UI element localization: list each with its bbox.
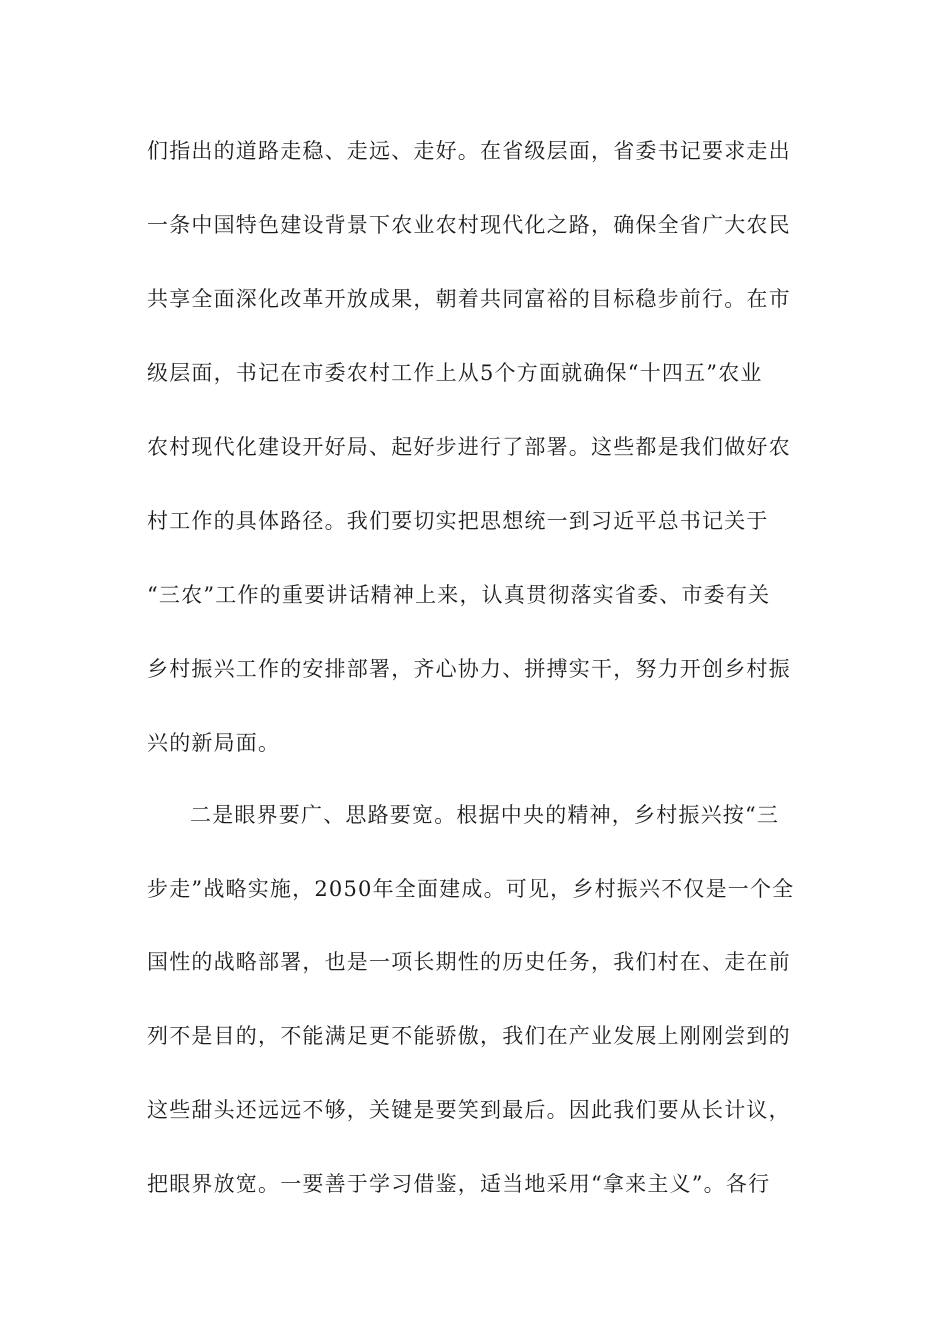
text-line: 把眼界放宽。一要善于学习借鉴，适当地采用“拿来主义”。各行	[147, 1172, 771, 1196]
text-line: 乡村振兴工作的安排部署，齐心协力、拼搏实干，努力开创乡村振	[147, 657, 791, 681]
text-line: 国性的战略部署，也是一项长期性的历史任务，我们村在、走在前	[147, 950, 791, 974]
text-line: 一条中国特色建设背景下农业农村现代化之路，确保全省广大农民	[147, 213, 791, 237]
text-line: 们指出的道路走稳、走远、走好。在省级层面，省委书记要求走出	[147, 139, 791, 163]
text-line: 这些甜头还远远不够，关键是要笑到最后。因此我们要从长计议，	[147, 1098, 791, 1122]
text-line: “三农”工作的重要讲话精神上来，认真贯彻落实省委、市委有关	[147, 583, 771, 607]
text-line: 村工作的具体路径。我们要切实把思想统一到习近平总书记关于	[147, 509, 769, 533]
text-line: 农村现代化建设开好局、起好步进行了部署。这些都是我们做好农	[147, 435, 791, 459]
text-line: 兴的新局面。	[147, 731, 281, 755]
paragraph-start-line: 二是眼界要广、思路要宽。根据中央的精神，乡村振兴按“三	[190, 803, 780, 827]
text-line: 步走”战略实施，2050年全面建成。可见，乡村振兴不仅是一个全	[147, 877, 795, 901]
text-line: 级层面，书记在市委农村工作上从5个方面就确保“十四五”农业	[147, 361, 763, 385]
text-line: 列不是目的，不能满足更不能骄傲，我们在产业发展上刚刚尝到的	[147, 1024, 791, 1048]
text-line: 共享全面深化改革开放成果，朝着共同富裕的目标稳步前行。在市	[147, 287, 791, 311]
